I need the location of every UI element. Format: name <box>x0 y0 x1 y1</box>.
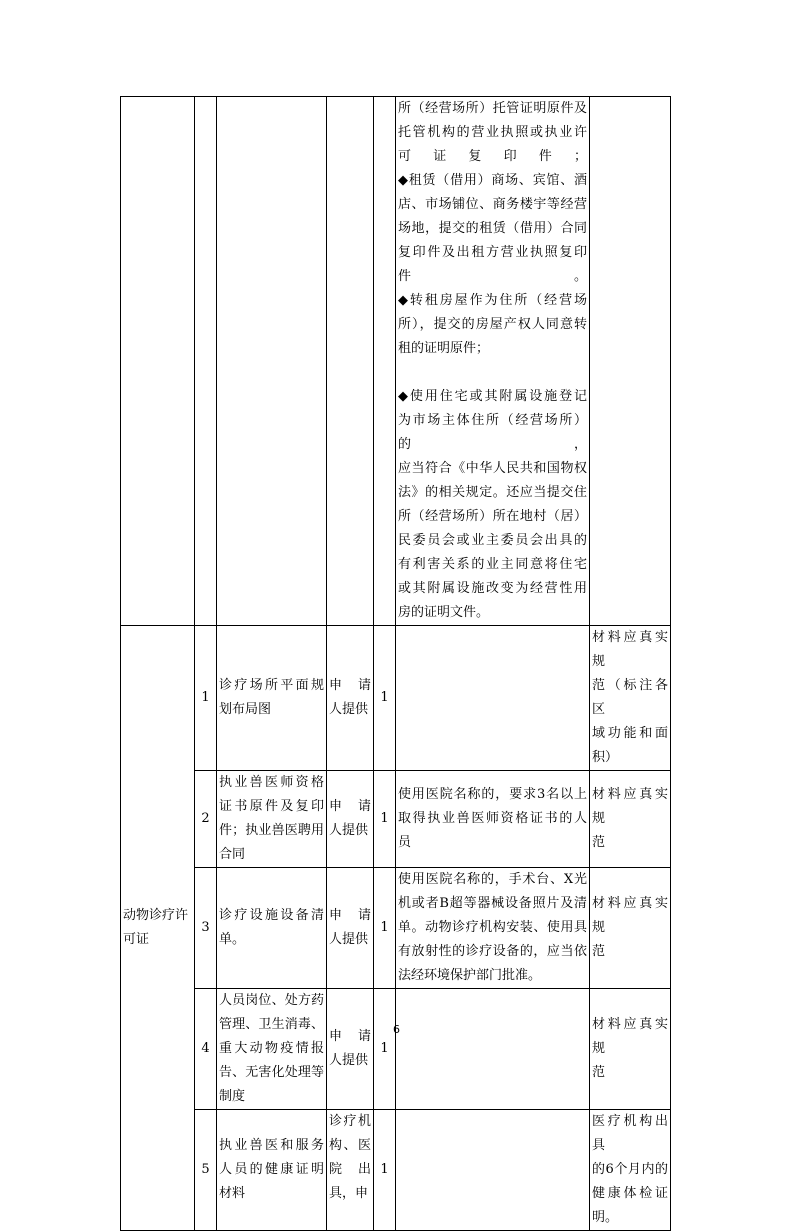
table-row <box>121 868 671 989</box>
text-line: 构、医 <box>329 1138 371 1153</box>
text-line: 人提供 <box>329 823 369 838</box>
text-line: 人提供 <box>329 932 369 947</box>
remark <box>590 868 671 989</box>
text-line: 单。动物诊疗机构安装、使用具 <box>398 920 587 935</box>
material-source <box>327 989 374 1110</box>
text-line: 申请 <box>329 799 371 814</box>
text-line: 积） <box>592 750 619 765</box>
table-row <box>121 1110 671 1231</box>
text-line: 域功能和面 <box>592 726 668 741</box>
continuation-text-a <box>398 97 587 361</box>
text-line: 的6个月内的 <box>592 1162 668 1177</box>
text-line: 制度 <box>219 1089 246 1104</box>
material-name <box>217 1110 327 1231</box>
table-row <box>121 989 671 1110</box>
text-line: 有利害关系的业主同意将住宅 <box>398 557 587 572</box>
text-line: 场地，提交的租赁（借用）合同 <box>398 221 587 236</box>
text-line: ◆转租房屋作为住所（经营场 <box>398 293 587 308</box>
text-line: 法》的相关规定。还应当提交住 <box>398 485 587 500</box>
text-line: 证书原件及复印 <box>219 799 324 814</box>
text-line: 明。 <box>592 1210 619 1225</box>
row-no: 3 <box>195 868 217 989</box>
text-line: 申请 <box>329 908 371 923</box>
text-line: 人提供 <box>329 702 369 717</box>
copy-count: 1 <box>374 989 396 1110</box>
cont-empty-cell <box>327 97 374 626</box>
cont-empty-cell <box>374 97 396 626</box>
text-line: 取得执业兽医师资格证书的人 <box>398 811 587 826</box>
text-line: 有放射性的诊疗设备的，应当依 <box>398 944 587 959</box>
text-line: 范 <box>592 1065 606 1080</box>
text-line: 具，申 <box>329 1186 369 1201</box>
requirement <box>396 868 590 989</box>
text-line: 申请 <box>329 678 371 693</box>
text-line: 所（经营场所）所在地村（居） <box>398 509 587 524</box>
text-line: 执业兽医和服务 <box>219 1138 324 1153</box>
text-line: 件。 <box>398 269 587 284</box>
text-line: 民委员会或业主委员会出具的 <box>398 533 587 548</box>
table-row <box>121 771 671 868</box>
text-line: 使用医院名称的，要求3名以上 <box>398 787 587 802</box>
text-line: 托管机构的营业执照或执业许 <box>398 125 587 140</box>
text-line: 法经环境保护部门批准。 <box>398 968 542 983</box>
copy-count: 1 <box>374 868 396 989</box>
text-line: 材料应真实规 <box>592 630 668 669</box>
text-line: 范（标注各区 <box>592 678 668 717</box>
text-line: 所），提交的房屋产权人同意转 <box>398 317 587 332</box>
page-number: 6 <box>393 1023 400 1036</box>
text-line: 房的证明文件。 <box>398 605 490 620</box>
remark <box>590 989 671 1110</box>
cont-empty-cell <box>217 97 327 626</box>
copy-count: 1 <box>374 771 396 868</box>
text-line: 诊疗机 <box>329 1114 371 1129</box>
material-source <box>327 1110 374 1231</box>
remark <box>590 626 671 771</box>
material-source <box>327 626 374 771</box>
table-row <box>121 626 671 771</box>
copy-count: 1 <box>374 1110 396 1231</box>
text-line: 件；执业兽医聘用 <box>219 823 324 838</box>
text-line: 所（经营场所）托管证明原件及 <box>398 101 587 116</box>
text-line: 诊疗设施设备清 <box>219 908 324 923</box>
material-name <box>217 771 327 868</box>
material-source <box>327 868 374 989</box>
row-no: 2 <box>195 771 217 868</box>
text-line: 员 <box>398 835 412 850</box>
remark <box>590 771 671 868</box>
text-line: 诊疗场所平面规 <box>219 678 324 693</box>
text-line: 院出 <box>329 1162 371 1177</box>
text-line: 合同 <box>219 847 246 862</box>
text-line: 材料应真实规 <box>592 787 668 826</box>
text-line: 或其附属设施改变为经营性用 <box>398 581 587 596</box>
text-line: ◆使用住宅或其附属设施登记 <box>398 389 587 404</box>
text-line: 范 <box>592 835 606 850</box>
material-name <box>217 626 327 771</box>
text-line: 管理、卫生消毒、 <box>219 1017 324 1032</box>
text-line: 执业兽医师资格 <box>219 775 324 790</box>
requirement <box>396 626 590 771</box>
text-line: 范 <box>592 944 606 959</box>
text-line: 申请 <box>329 1029 371 1044</box>
requirement <box>396 1110 590 1231</box>
text-line: 告、无害化处理等 <box>219 1065 324 1080</box>
text-line: 可证复印件； <box>398 149 587 164</box>
text-line: 重大动物疫情报 <box>219 1041 324 1056</box>
text-line: 使用医院名称的，手术台、X光 <box>398 872 587 887</box>
text-line: ◆租赁（借用）商场、宾馆、酒 <box>398 173 587 188</box>
text-line: 材料应真实规 <box>592 1017 668 1056</box>
text-line: 医疗机构出具 <box>592 1114 668 1153</box>
requirement <box>396 771 590 868</box>
text-line: 租的证明原件； <box>398 341 490 356</box>
material-name <box>217 868 327 989</box>
text-line: 为市场主体住所（经营场所）的， <box>398 413 587 452</box>
continuation-text-b <box>398 385 587 625</box>
requirement <box>396 989 590 1110</box>
text-line: 划布局图 <box>219 702 272 717</box>
text-line: 复印件及出租方营业执照复印 <box>398 245 587 260</box>
cont-empty-cell <box>590 97 671 626</box>
text-line: 机或者B超等器械设备照片及清 <box>398 896 587 911</box>
text-line: 单。 <box>219 932 246 947</box>
permit-name: 动物诊疗许可证 <box>123 908 189 947</box>
cont-empty-cell <box>195 97 217 626</box>
copy-count: 1 <box>374 626 396 771</box>
material-name <box>217 989 327 1110</box>
text-line: 应当符合《中华人民共和国物权 <box>398 461 587 476</box>
permit-name-cell <box>121 626 195 1231</box>
text-line: 人员岗位、处方药 <box>219 993 324 1008</box>
text-line: 材料 <box>219 1186 246 1201</box>
continuation-requirement-cell <box>396 97 590 626</box>
text-line: 人员的健康证明 <box>219 1162 324 1177</box>
text-line: 健康体检证 <box>592 1186 668 1201</box>
row-no: 1 <box>195 626 217 771</box>
continuation-row <box>121 97 671 626</box>
remark <box>590 1110 671 1231</box>
row-no: 4 <box>195 989 217 1110</box>
cont-empty-cell <box>121 97 195 626</box>
text-line: 店、市场铺位、商务楼宇等经营 <box>398 197 587 212</box>
row-no: 5 <box>195 1110 217 1231</box>
materials-table <box>120 96 671 1231</box>
text-line: 材料应真实规 <box>592 896 668 935</box>
material-source <box>327 771 374 868</box>
text-line: 人提供 <box>329 1053 369 1068</box>
